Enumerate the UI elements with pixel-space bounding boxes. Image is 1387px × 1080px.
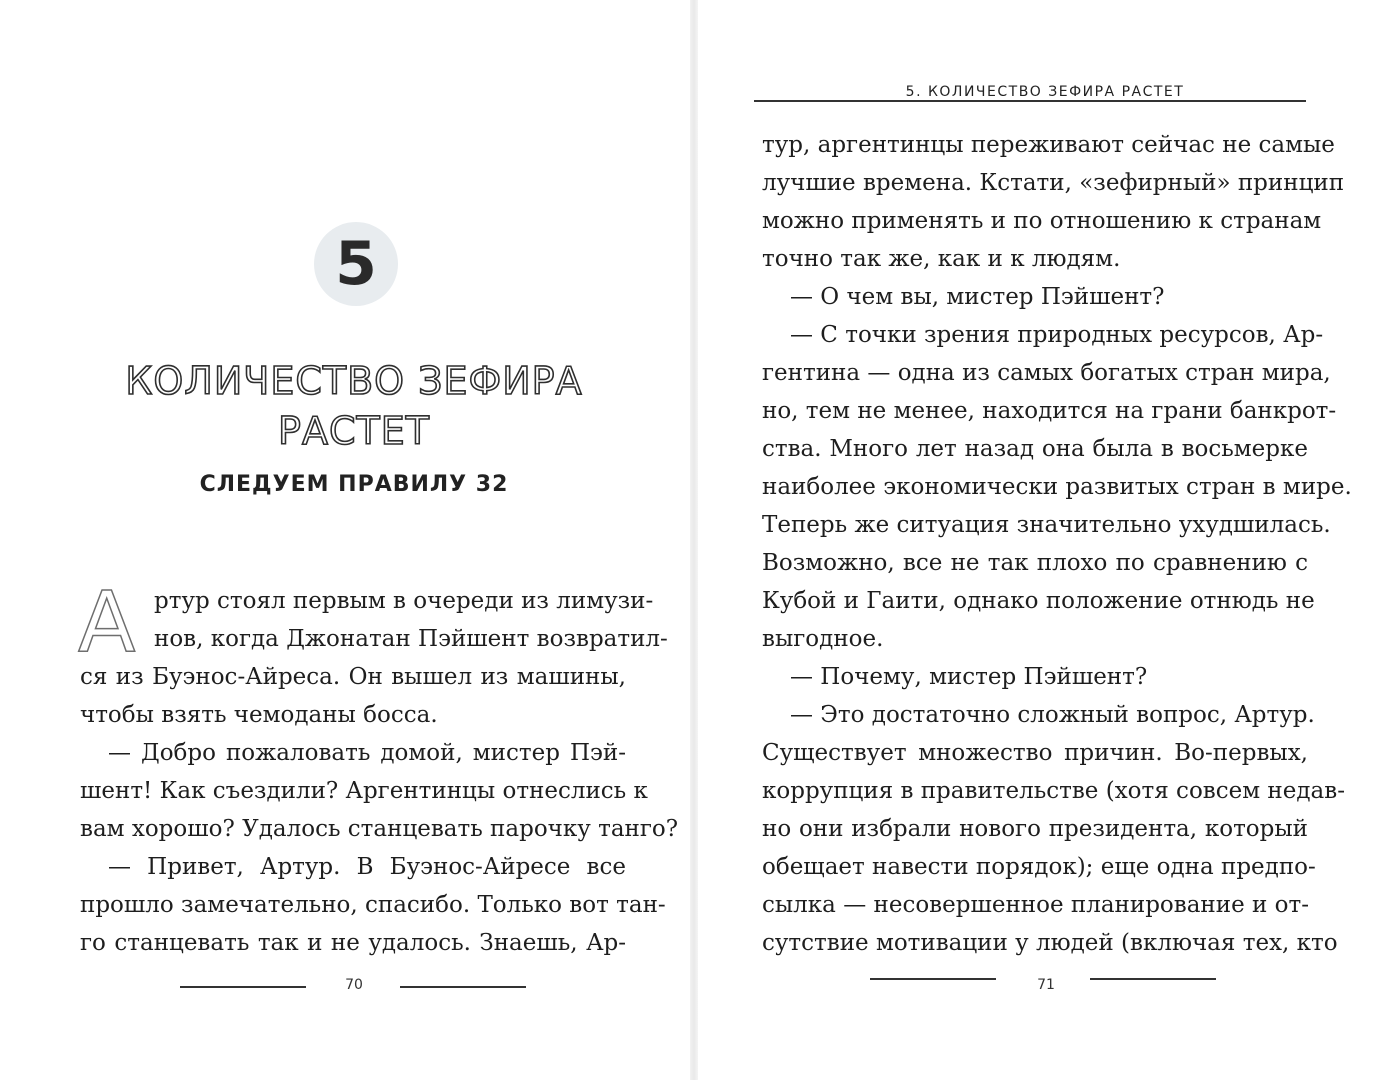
page-number: 71	[1037, 977, 1055, 993]
chapter-title-line-1: КОЛИЧЕСТВО ЗЕФИРА	[125, 359, 583, 403]
body-line: лучшие времена. Кстати, «зефирный» принцип	[762, 170, 1345, 196]
body-line: гентина — одна из самых богатых стран мира,	[762, 360, 1331, 386]
body-line: точно так же, как и к людям.	[762, 246, 1121, 272]
footer-rule-left	[180, 986, 306, 988]
body-line: шент! Как съездили? Аргентинцы отнеслись к	[80, 778, 648, 804]
body-line: но они избрали нового президента, который	[762, 816, 1308, 842]
drop-cap: А	[78, 573, 136, 671]
chapter-title	[100, 356, 608, 456]
body-line: — Почему, мистер Пэйшент?	[790, 664, 1148, 690]
body-line: сутствие мотивации у людей (включая тех, кто	[762, 930, 1338, 956]
chapter-subtitle: СЛЕДУЕМ ПРАВИЛУ 32	[199, 472, 509, 497]
body-line: Существует множество причин. Во-первых,	[762, 740, 1308, 766]
chapter-title-line-2: РАСТЕТ	[278, 409, 430, 453]
chapter-number-badge	[314, 222, 398, 306]
body-line: прошло замечательно, спасибо. Только вот тан-	[80, 892, 666, 918]
body-line: ртур стоял первым в очереди из лимузи-	[154, 588, 654, 614]
body-line: Кубой и Гаити, однако положение отнюдь не	[762, 588, 1315, 614]
body-line: ства. Много лет назад она была в восьмерке	[762, 436, 1308, 462]
body-line: сылка — несовершенное планирование и от-	[762, 892, 1309, 918]
body-line: — Это достаточно сложный вопрос, Артур.	[790, 702, 1315, 728]
page-number: 70	[345, 977, 363, 993]
body-line: Возможно, все не так плохо по сравнению с	[762, 550, 1308, 576]
body-line: вам хорошо? Удалось станцевать парочку танго?	[80, 816, 679, 842]
body-line: нов, когда Джонатан Пэйшент возвратил-	[154, 626, 668, 652]
body-line: чтобы взять чемоданы босса.	[80, 702, 438, 728]
body-line: — Добро пожаловать домой, мистер Пэй-	[108, 740, 626, 766]
body-line: Теперь же ситуация значительно ухудшилась.	[762, 512, 1331, 538]
chapter-number: 5	[335, 229, 377, 299]
body-line: го станцевать так и не удалось. Знаешь, Ар-	[80, 930, 626, 956]
body-line: — Привет, Артур. В Буэнос-Айресе все	[108, 854, 626, 880]
body-line: — О чем вы, мистер Пэйшент?	[790, 284, 1165, 310]
footer-rule-right	[1090, 978, 1216, 980]
body-line: обещает навести порядок); еще одна предпо-	[762, 854, 1316, 880]
running-head-rule	[754, 100, 1306, 102]
body-line: ся из Буэнос-Айреса. Он вышел из машины,	[80, 664, 626, 690]
body-line: наиболее экономически развитых стран в мире.	[762, 474, 1352, 500]
running-head: 5. КОЛИЧЕСТВО ЗЕФИРА РАСТЕТ	[905, 84, 1185, 100]
body-line: можно применять и по отношению к странам	[762, 208, 1322, 234]
footer-rule-right	[400, 986, 526, 988]
body-line: коррупция в правительстве (хотя совсем недав-	[762, 778, 1345, 804]
body-line: тур, аргентинцы переживают сейчас не самые	[762, 132, 1335, 158]
footer-rule-left	[870, 978, 996, 980]
body-line: выгодное.	[762, 626, 884, 652]
body-line: — С точки зрения природных ресурсов, Ар-	[790, 322, 1324, 348]
body-line: но, тем не менее, находится на грани банкрот-	[762, 398, 1337, 424]
